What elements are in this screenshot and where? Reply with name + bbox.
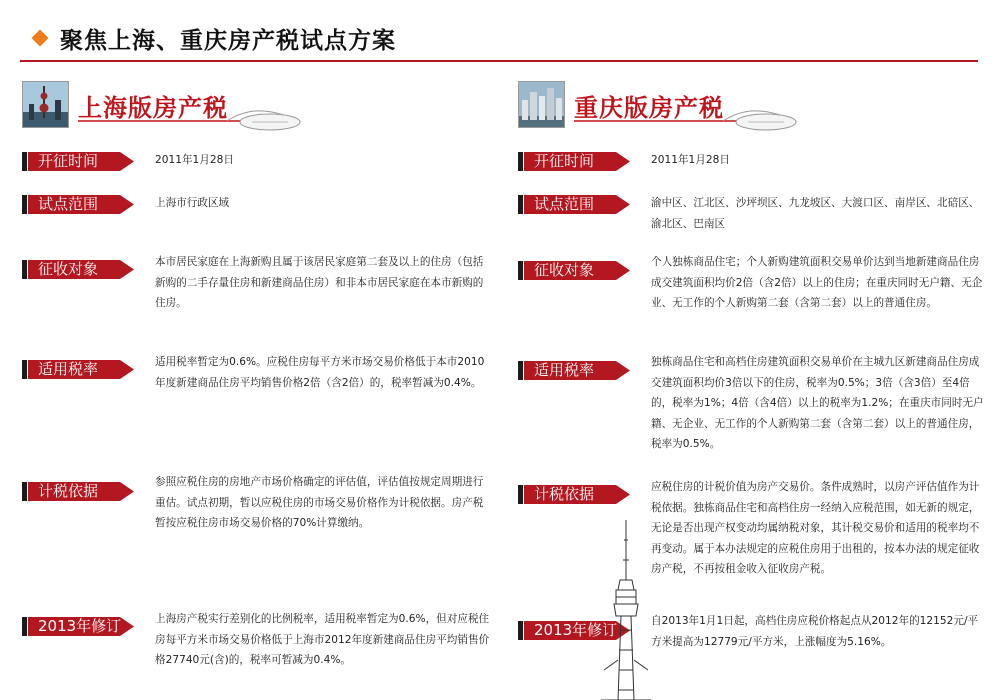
section-tag-label: 计税依据	[534, 485, 595, 503]
section-text: 个人独栋商品住宅；个人新购建筑面积交易单价达到当地新建商品住房成交建筑面积均价2倍（含2倍）以上的住房；在重庆同时无户籍、无企业、无工作的个人新购第二套（含第二套）以上的普通住房。	[651, 256, 983, 310]
section-text: 上海市行政区域	[155, 197, 230, 209]
section-tag	[22, 193, 134, 216]
section-tag-label: 征收对象	[38, 260, 99, 278]
chongqing-city-image	[518, 81, 565, 128]
section-tag	[518, 483, 630, 506]
shanghai-column	[22, 78, 492, 698]
section-tag-label: 适用税率	[534, 361, 595, 379]
section-tag	[22, 150, 134, 173]
section-text: 适用税率暂定为0.6%。应税住房每平方米市场交易价格低于本市2010年度新建商品住房平均销售价格2倍（含2倍）的，税率暂减为0.4%。	[155, 356, 485, 389]
section-tag-label: 试点范围	[534, 195, 595, 213]
chongqing-title: 重庆版房产税	[574, 94, 724, 122]
section-text: 渝中区、江北区、沙坪坝区、九龙坡区、大渡口区、南岸区、北碚区、渝北区、巴南区	[651, 197, 980, 230]
section-tag	[22, 615, 134, 638]
page-title: 聚焦上海、重庆房产税试点方案	[60, 28, 396, 54]
section-text: 2011年1月28日	[651, 154, 730, 166]
section-tag-label: 计税依据	[38, 482, 99, 500]
section-tag-label: 开征时间	[38, 152, 99, 170]
section-text: 本市居民家庭在上海新购且属于该居民家庭第二套及以上的住房（包括新购的二手存量住房和新建商品住房）和非本市居民家庭在本市新购的住房。	[155, 256, 484, 310]
section-text: 独栋商品住宅和高档住房建筑面积交易单价在主城九区新建商品住房成交建筑面积均价3倍以下的住房，税率为0.5%；3倍（含3倍）至4倍的，税率为1%；4倍（含4倍）以上的税率为1.2%；在重庆市同时无户籍、无企业、无工作的个人新购第二套（含第二套）以上的普通住房，税率为0.5%。	[651, 356, 984, 451]
section-tag	[518, 259, 630, 282]
section-text: 应税住房的计税价值为房产交易价。条件成熟时，以房产评估值作为计税依据。独栋商品住宅和高档住房一经纳入应税范围，如无新的规定，无论是否出现产权变动均属纳税对象，其计税交易价和适用的税率均不再变动。属于本办法规定的应税住房用于出租的，按本办法的规定征收房产税，不再按租金收入征收房产税。	[651, 481, 980, 576]
diamond-bullet-icon	[32, 30, 49, 47]
section-tag	[518, 193, 630, 216]
section-tag-label: 适用税率	[38, 360, 99, 378]
page-header	[0, 0, 1000, 62]
section-tag	[22, 258, 134, 281]
section-tag-label: 开征时间	[534, 152, 595, 170]
section-tag-label: 征收对象	[534, 261, 595, 279]
header-divider	[20, 60, 978, 62]
section-tag	[518, 150, 630, 173]
shanghai-skyline-image	[22, 81, 69, 128]
section-text: 上海房产税实行差别化的比例税率，适用税率暂定为0.6%，但对应税住房每平方米市场交易价格低于上海市2012年度新建商品住房平均销售价格27740元(含)的，税率可暂减为0.4%。	[155, 613, 490, 667]
section-tag	[22, 358, 134, 381]
section-tag-label: 2013年修订	[534, 621, 618, 639]
section-tag-label: 试点范围	[38, 195, 99, 213]
section-tag-label: 2013年修订	[38, 617, 122, 635]
section-tag	[22, 480, 134, 503]
section-text: 2011年1月28日	[155, 154, 234, 166]
tower-sketch-icon	[596, 520, 656, 700]
section-text: 参照应税住房的房地产市场价格确定的评估值，评估值按规定周期进行重估。试点初期，暂以应税住房的市场交易价格作为计税依据。房产税暂按应税住房市场交易价格的70%计算缴纳。	[155, 476, 484, 530]
section-tag	[518, 359, 630, 382]
chongqing-column	[518, 78, 988, 698]
shanghai-title: 上海版房产税	[78, 94, 228, 122]
section-text: 自2013年1月1日起，高档住房应税价格起点从2012年的12152元/平方米提高为12779元/平方米，上涨幅度为5.16%。	[651, 615, 979, 648]
